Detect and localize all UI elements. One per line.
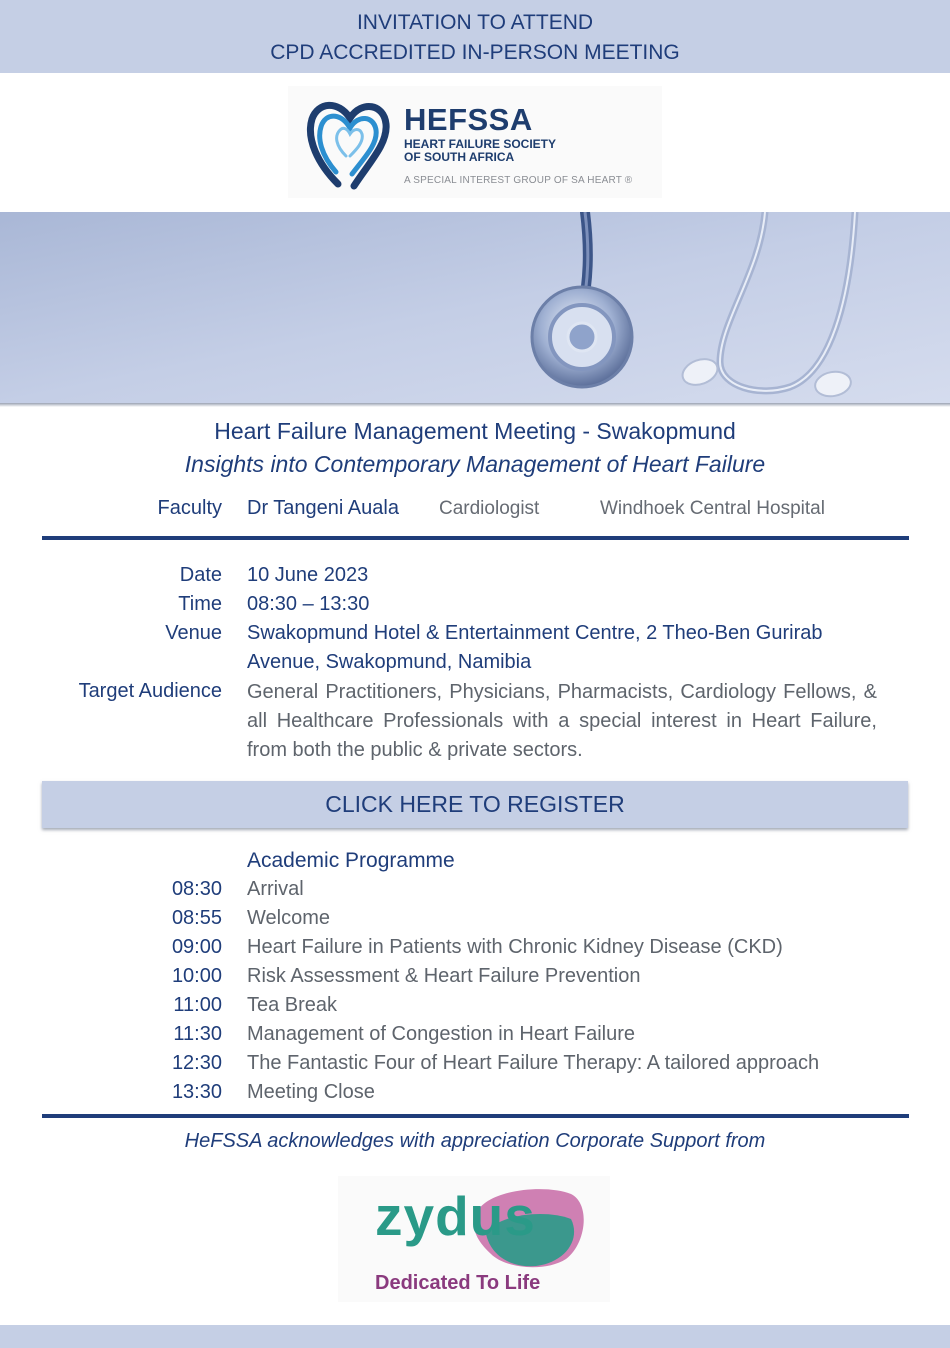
programme-time: 09:00 [171, 936, 222, 958]
programme-time: 11:30 [173, 1023, 222, 1045]
audience-value: General Practitioners, Physicians, Pharmacists, Cardiology Fellows, & all Healthcare Professionals with a special interest in Heart Failure, from both the public & private sectors. [247, 681, 877, 761]
programme-row [0, 1052, 950, 1081]
programme-item: Risk Assessment & Heart Failure Prevention [247, 965, 641, 987]
programme-time: 10:00 [171, 965, 222, 987]
faculty-label: Faculty [157, 497, 222, 519]
faculty-hospital: Windhoek Central Hospital [600, 498, 825, 519]
programme-row [0, 994, 950, 1023]
programme-item: The Fantastic Four of Heart Failure Therapy: A tailored approach [247, 1052, 820, 1074]
divider-top [42, 536, 909, 540]
time-value: 08:30 – 13:30 [247, 593, 370, 615]
programme-item: Tea Break [247, 994, 338, 1016]
meeting-title: Heart Failure Management Meeting - Swakopmund [214, 418, 736, 444]
venue-line-1: Swakopmund Hotel & Entertainment Centre, 2 Theo-Ben Gurirab [247, 622, 823, 644]
hero-divider [0, 403, 950, 407]
programme-row [0, 936, 950, 965]
bottom-banner [0, 1325, 950, 1348]
faculty-role: Cardiologist [439, 498, 540, 519]
time-label: Time [178, 593, 222, 615]
hefssa-name: HEFSSA [404, 102, 533, 137]
programme-row [0, 907, 950, 936]
acknowledgement: HeFSSA acknowledges with appreciation Corporate Support from [184, 1130, 766, 1152]
banner-line-1: INVITATION TO ATTEND [356, 11, 594, 34]
audience-label: Target Audience [78, 680, 222, 702]
zydus-logo [338, 1176, 610, 1302]
date-label: Date [179, 564, 222, 586]
hefssa-name-line2: OF SOUTH AFRICA [404, 150, 515, 164]
programme-row [0, 1023, 950, 1052]
programme-item: Meeting Close [247, 1081, 375, 1103]
programme-row [0, 1081, 950, 1110]
sponsor-name: zydus [375, 1185, 536, 1247]
programme-time: 13:30 [171, 1081, 222, 1103]
hefssa-logo [288, 86, 662, 198]
programme-item: Heart Failure in Patients with Chronic Kidney Disease (CKD) [247, 936, 783, 958]
divider-bottom [42, 1114, 909, 1118]
stethoscope-image [0, 212, 950, 405]
venue-line-2: Avenue, Swakopmund, Namibia [247, 651, 532, 673]
date-value: 10 June 2023 [247, 564, 369, 586]
hefssa-tagline: A SPECIAL INTEREST GROUP OF SA HEART ® [404, 175, 633, 186]
programme-item: Arrival [247, 878, 304, 900]
programme-row [0, 965, 950, 994]
top-banner [0, 0, 950, 73]
venue-label: Venue [165, 622, 222, 644]
meeting-subtitle: Insights into Contemporary Management of Heart Failure [184, 451, 766, 477]
programme-time: 08:30 [171, 878, 222, 900]
hefssa-name-line1: HEART FAILURE SOCIETY [404, 137, 557, 151]
programme-item: Management of Congestion in Heart Failure [247, 1023, 635, 1045]
sponsor-tagline: Dedicated To Life [375, 1272, 541, 1294]
programme-title: Academic Programme [247, 849, 455, 872]
programme-time: 11:00 [173, 994, 222, 1016]
banner-line-2: CPD ACCREDITED IN-PERSON MEETING [270, 41, 680, 64]
programme-item: Welcome [247, 907, 330, 929]
programme-time: 12:30 [171, 1052, 222, 1074]
programme-time: 08:55 [171, 907, 222, 929]
faculty-name: Dr Tangeni Auala [247, 497, 399, 519]
programme-row [0, 878, 950, 907]
heart-logo-icon [298, 94, 398, 194]
register-button[interactable]: CLICK HERE TO REGISTER [42, 781, 908, 828]
